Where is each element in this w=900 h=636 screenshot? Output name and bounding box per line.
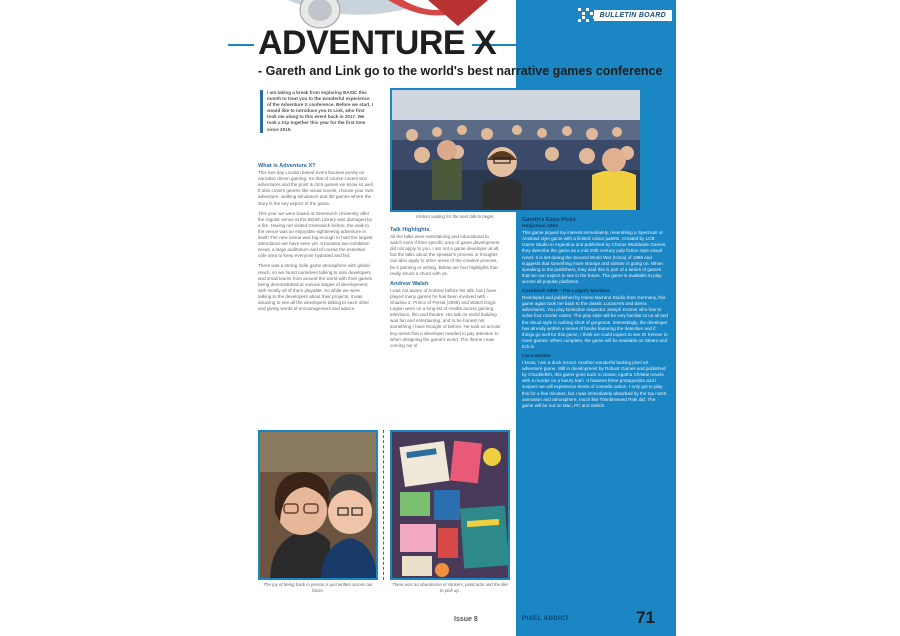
pick-title: Hadjuman 1984 bbox=[522, 224, 558, 230]
body-paragraph: All the talks were entertaining and educational to watch even if their specific area of game development did not apply to you. I am not a game developer at all, but the talks about the speaker's process or thoughts can also apply to other areas of the creative process, be it painting or writing. Below are four highlights that really struck a chord with us. bbox=[390, 234, 500, 276]
column-middle bbox=[390, 224, 502, 446]
photo-stickers bbox=[390, 430, 510, 580]
photo-audience bbox=[390, 88, 642, 212]
sidebar-content bbox=[522, 214, 668, 413]
footer-magazine: PIXEL ADDICT bbox=[522, 616, 570, 622]
article-subtitle: - Gareth and Link go to the world's best narrative games conference bbox=[258, 64, 663, 78]
body-paragraph: This year we were based at Greenwich University after the regular venue at the British Library was damaged by a fire. Having not visited Greenwich before, the walk to the venue was an enjoyable sightseeing adventure in itself! The new venue was big enough to hold the largest attendance we have seen yet. It boasted two exhibition areas, a large auditorium and of course the essential cafe area to keep everyone hydrated and fed. bbox=[258, 210, 373, 259]
section-heading: What is Adventure X? bbox=[258, 163, 316, 169]
stickers-illustration bbox=[392, 432, 510, 580]
article-title: ADVENTURE X bbox=[258, 24, 497, 62]
section-label: BULLETIN BOARD bbox=[594, 10, 672, 21]
title-rule-left bbox=[228, 44, 254, 46]
pick-text: Developed and published by Homo Narrans Studio from Germany, this game again took me back to the classic LucasArts and Sierra adventures. You play Detective Inspector Joseph Kremer who has to solve four murder cases. The play style will be very familiar to us all and the visual style is nothing short of gorgeous. Interestingly, the developer has already written a series of books featuring the detective and if things go well for this game, I think we could expect to see DI Kremer in more games. When complete, the game will be available on Steam and Itch.io bbox=[522, 295, 668, 349]
photo-caption: The joy of being back in person is just written across our faces. bbox=[263, 582, 373, 593]
footer-issue: Issue 8 bbox=[454, 616, 478, 623]
section-heading: Talk Highlights bbox=[390, 227, 430, 233]
pick-title: Casebook 1899 - The Lalgoly Murders bbox=[522, 289, 610, 295]
article-intro: I am taking a break from exploring BASIC this month to treat you to the wonderful experience of the Adventure X conference. Before we start, I would like to introduce you to Link, who first took me along to this event back in 2017. We took a trip together this year for the first time since 2019. bbox=[260, 90, 375, 133]
body-paragraph: This two-day London based event focuses purely on narrative driven gaming. So that of course covers text adventures and the point & click games we know so well. It also covers genres like visual novels, choose your own adventure, walking simulators and 3D games where the story is the key aspect of the game. bbox=[258, 170, 374, 206]
body-paragraph: There was a strong indie game atmosphere with global reach, so we found ourselves talking to solo developers and small teams from around the world with their games being demonstrated at various stages of development, with mostly all of them playable. So while we were talking to the developers about their projects, it was amazing to see all the developers talking to each other and giving words of encouragement and advice. bbox=[258, 263, 373, 312]
page-number: 71 bbox=[636, 608, 655, 627]
section-heading: Andrew Walsh bbox=[390, 280, 429, 287]
magazine-page bbox=[228, 0, 676, 636]
body-paragraph: I was not aware of Andrew before his talk, but I have played many games he has been involved with - Shadow 2, Prince of Persia (2008) and Watch Dogs: Legion were on a long list of credits across gaming, television, film and theatre. His talk on world building was fun and entertaining, and to be honest not something I have thought of before. He took us across key areas that a developer needed to pay attention to when designing the game's world. The theme I saw coming out of bbox=[390, 287, 501, 348]
sidebar-heading: Gareth's Expo Picks bbox=[522, 217, 576, 223]
audience-illustration bbox=[392, 90, 642, 212]
photo-caption: Visitors waiting for the next talk to begin. bbox=[415, 214, 495, 219]
column-left bbox=[258, 160, 374, 430]
selfie-illustration bbox=[260, 432, 378, 580]
pick-title: Loco Motive bbox=[522, 353, 551, 359]
photo-caption: There was an abundance of stickers, postcards and the like to pick up. bbox=[392, 582, 508, 593]
column-divider bbox=[383, 430, 384, 580]
photo-selfie bbox=[258, 430, 378, 580]
pick-text: This game piqued my interest immediately, resembling a Spectrum or Amstrad style game with a limited colour palette. Created by LCB Game Studio in Argentina and published by Chorus Worldwide Games, they describe the game as a mid 20th century pulp fiction style visual novel. It is set during the Second World War (Circa) of 1966 and suggests that something more strange and sinister is going on. When speaking to the publishers, they said this is part of a series of games that we can expect to see in the future. The game is available to play across all popular platforms. bbox=[522, 230, 667, 284]
pick-text: I know, I am a duck record. Another wonderful looking pixel art adventure game. Still in development by Robust Games and published by Chucklefish, this game goes back to classic Agatha Christie novels with a murder on a luxury train. It features three protagonists and I suspect we will experience levels of comedic action. I only got to play this for a few minutes, but I was immediately absorbed by the top notch animation and atmosphere, much like Thimbleweed Park did. The game will be out on Mac, PC and Switch. bbox=[522, 360, 667, 408]
